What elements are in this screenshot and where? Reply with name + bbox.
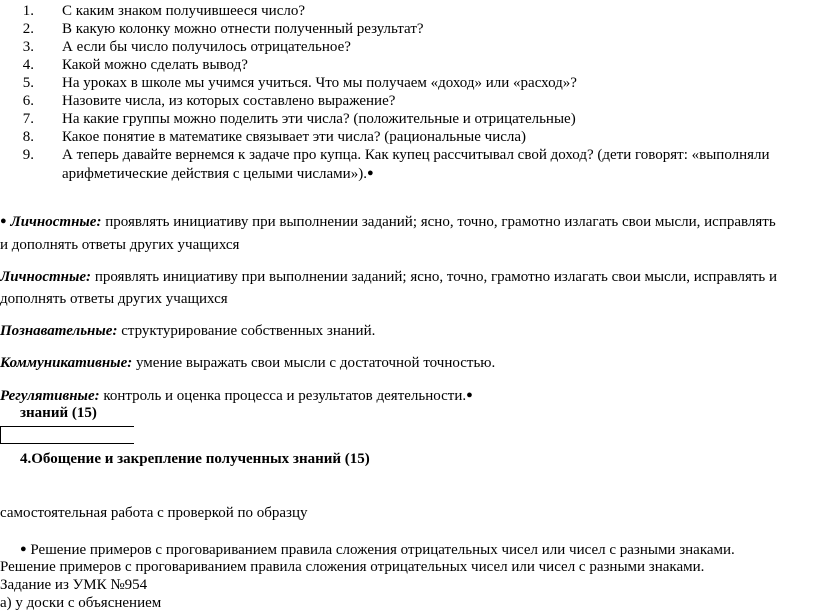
personal-results-bulleted (0, 212, 776, 231)
question-number: 1. (22, 3, 34, 19)
question-text: А если бы число получилось отрицательное? (62, 39, 351, 55)
personal-label: Личностные: (0, 269, 92, 285)
solution-plain: Решение примеров с проговариванием правила сложения отрицательных чисел или чисел с разными знаками. (0, 559, 705, 575)
knowledge-heading: знаний (15) (20, 405, 97, 421)
question-number: 6. (22, 93, 34, 109)
question-text: А теперь давайте вернемся к задаче про купца. Как купец рассчитывал свой доход? (дети говорят: «выполняли (62, 147, 770, 163)
question-text: Какое понятие в математике связывает эти числа? (рациональные числа) (62, 129, 527, 145)
question-number: 7. (22, 111, 34, 127)
bullet-icon: ● (0, 215, 7, 227)
question-text: На какие группы можно поделить эти числа? (положительные и отрицательные) (62, 111, 576, 127)
personal-text: проявлять инициативу при выполнении заданий; ясно, точно, грамотно излагать свои мысли, исправлять и (91, 269, 778, 285)
question-number: 9. (22, 147, 34, 163)
regulatory-results (0, 386, 473, 405)
question-number: 2. (22, 21, 34, 37)
self-work-text: самостоятельная работа с проверкой по образцу (0, 505, 308, 521)
question-text: В какую колонку можно отнести полученный результат? (62, 21, 424, 37)
question-text: С каким знаком получившееся число? (62, 3, 306, 19)
communicative-label: Коммуникативные: (0, 355, 133, 371)
question-text-continued: арифметические действия с целыми числами»).● (62, 166, 374, 182)
personal-text: проявлять инициативу при выполнении заданий; ясно, точно, грамотно излагать свои мысли, исправлять (101, 214, 776, 230)
communicative-text: умение выражать свои мысли с достаточной точностью. (132, 355, 496, 371)
cognitive-results (0, 322, 375, 340)
table-cell-border (0, 426, 134, 444)
personal-text-continued: и дополнять ответы других учащихся (0, 237, 240, 253)
bullet-icon: ● (466, 389, 473, 401)
task-item-a: а) у доски с объяснением (0, 595, 162, 611)
personal-results (0, 268, 777, 286)
personal-text-continued: дополнять ответы других учащихся (0, 291, 228, 307)
question-text: На уроках в школе мы учимся учиться. Что мы получаем «доход» или «расход»? (62, 75, 577, 91)
cognitive-label: Познавательные: (0, 323, 118, 339)
cognitive-text: структурирование собственных знаний. (117, 323, 376, 339)
question-text: Назовите числа, из которых составлено выражение? (62, 93, 396, 109)
section-heading: 4.Обощение и закрепление полученных знаний (15) (20, 451, 370, 467)
solution-bulleted (20, 540, 735, 559)
regulatory-label: Регулятивные: (0, 388, 100, 404)
question-text: Какой можно сделать вывод? (62, 57, 248, 73)
task-reference: Задание из УМК №954 (0, 577, 148, 593)
bullet-icon: ● (366, 167, 374, 179)
question-number: 3. (22, 39, 34, 55)
communicative-results (0, 354, 495, 372)
solution-text: Решение примеров с проговариванием правила сложения отрицательных чисел или чисел с разными знаками. (26, 542, 735, 558)
question-number: 5. (22, 75, 34, 91)
regulatory-text: контроль и оценка процесса и результатов деятельности. (99, 388, 467, 404)
personal-label: Личностные: (10, 214, 102, 230)
bullet-icon: ● (20, 543, 27, 555)
question-number: 8. (22, 129, 34, 145)
question-number: 4. (22, 57, 34, 73)
